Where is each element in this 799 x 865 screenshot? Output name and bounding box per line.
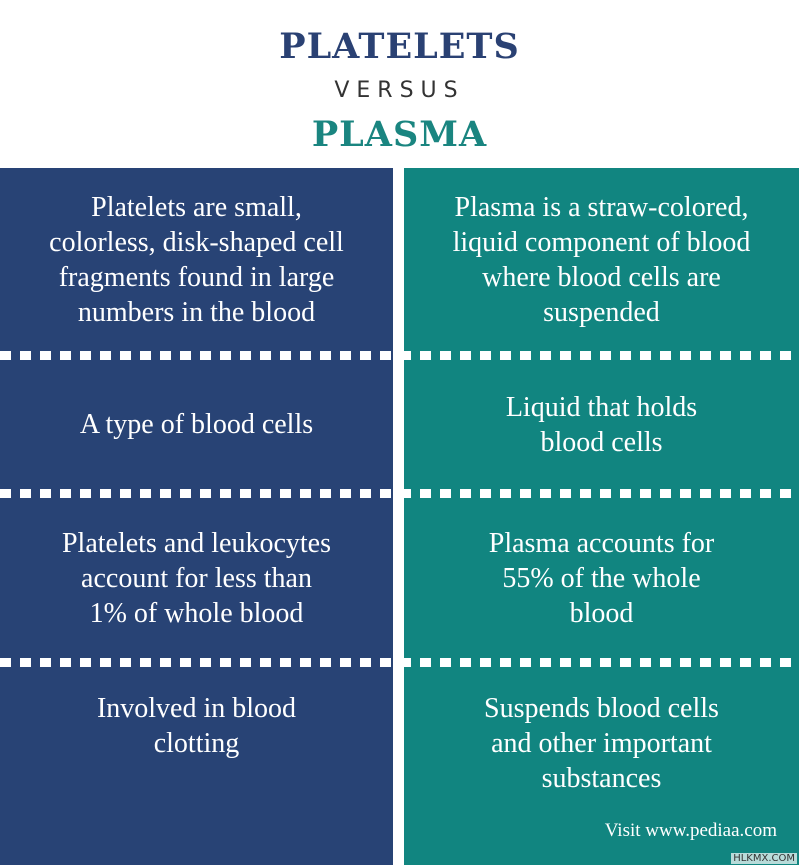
text-line: Involved in blood <box>96 693 297 724</box>
text-line: where blood cells are <box>482 261 721 293</box>
text-line: clotting <box>153 728 240 759</box>
text-line: substances <box>541 763 662 794</box>
text-line: 1% of whole blood <box>89 597 304 629</box>
text-line: Plasma is a straw-colored, <box>454 191 749 223</box>
text-line: 55% of the whole <box>502 562 701 594</box>
platelets-type <box>0 360 393 489</box>
plasma-type <box>404 360 799 489</box>
title-plasma: PLASMA <box>311 114 488 155</box>
title-platelets: PLATELETS <box>279 26 520 67</box>
text-line: numbers in the blood <box>77 296 316 328</box>
text-line: and other important <box>491 728 712 759</box>
platelets-function <box>0 667 393 802</box>
row-divider <box>0 658 799 667</box>
plasma-function <box>404 667 799 802</box>
text-line: Platelets and leukocytes <box>61 527 332 559</box>
title-versus: VERSUS <box>334 78 465 103</box>
text-line: fragments found in large <box>58 261 335 293</box>
source-credit: Visit www.pediaa.com <box>604 820 777 841</box>
text-line: Platelets are small, <box>91 191 302 223</box>
text-line: A type of blood cells <box>79 409 314 440</box>
text-line: account for less than <box>81 562 312 594</box>
text-line: colorless, disk-shaped cell <box>49 226 344 258</box>
plasma-proportion <box>404 498 799 658</box>
plasma-definition <box>404 168 799 351</box>
row-divider <box>0 351 799 360</box>
watermark: HLKMX.COM <box>733 853 795 864</box>
text-line: blood <box>569 597 634 629</box>
text-line: Suspends blood cells <box>484 693 719 724</box>
row-divider <box>0 489 799 498</box>
text-line: suspended <box>543 296 660 328</box>
text-line: Liquid that holds <box>505 391 698 423</box>
platelets-proportion <box>0 498 393 658</box>
column-gap <box>393 168 404 865</box>
text-line: liquid component of blood <box>452 226 751 258</box>
header <box>0 0 799 168</box>
text-line: blood cells <box>540 426 663 458</box>
platelets-definition <box>0 168 393 351</box>
text-line: Plasma accounts for <box>488 527 715 559</box>
